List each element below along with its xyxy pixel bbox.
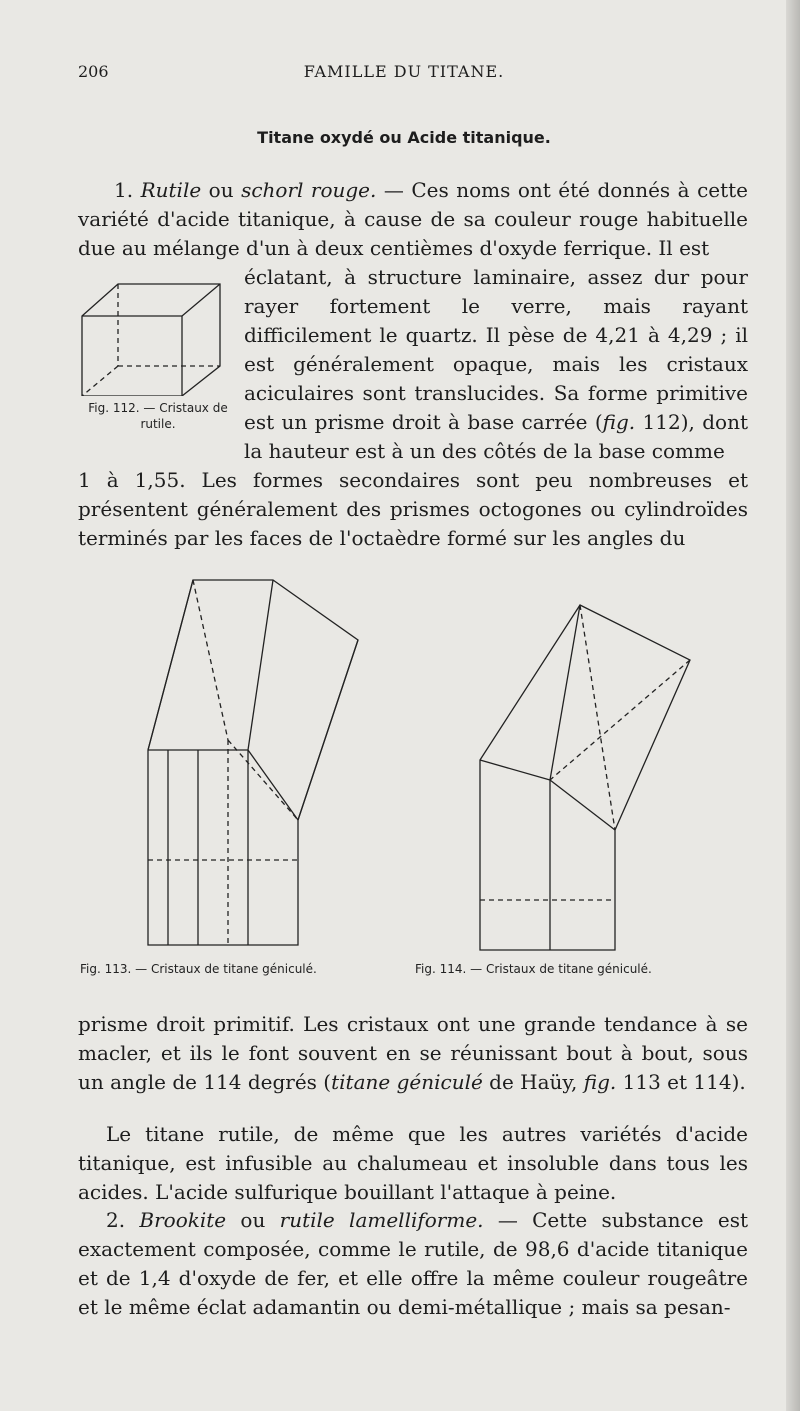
paragraph-number: 1. — [114, 178, 134, 202]
page-edge — [786, 0, 800, 1411]
paragraph-1-intro: 1. Rutile ou schorl rouge. — Ces noms ont été donnés à cette variété d'acide titanique, à cause de sa couleur rouge habituelle due au mélange d'un à deux centièmes d'oxyde ferrique. Il est — [78, 178, 749, 260]
page-number: 206 — [78, 62, 109, 81]
running-title: FAMILLE DU TITANE. — [303, 62, 505, 81]
figure-114 — [470, 600, 698, 959]
prism-drawing — [78, 276, 226, 396]
paragraph-1-side-text: éclatant, à structure laminaire, assez dur pour rayer fortement le verre, mais rayant difficilement le quartz. Il pèse de 4,21 à 4,29 ; il est généralement opaque, mais les cristaux aciculaires sont translucides. Sa forme primitive est un prisme droit à base carrée (fig. 112), dont la hauteur est à un des côtés de la base comme — [244, 265, 748, 463]
figure-113 — [128, 560, 368, 959]
paragraph-1-full-width: 1 à 1,55. Les formes secondaires sont peu nombreuses et présentent généralement des prismes octogones ou cylindroïdes terminés par les faces de l'octaèdre formé sur les angles du — [78, 468, 748, 550]
figure-112-caption: Fig. 112. — Cristaux de rutile. — [88, 401, 228, 431]
section-title: Titane oxydé ou Acide titanique. — [257, 128, 551, 147]
figure-112 — [78, 276, 226, 400]
mineral-alt-name: rutile lamelliforme. — [279, 1208, 484, 1232]
paragraph-3: 2. Brookite ou rutile lamelliforme. — Cette substance est exactement composée, comme le rutile, de 98,6 d'acide titanique et de 1,4 d'oxyde de fer, et elle offre la même couleur rougeâtre et le même éclat adamantin ou demi-métallique ; mais sa pesan- — [78, 1208, 748, 1319]
geniculated-crystal-drawing-1 — [128, 560, 368, 955]
figure-114-caption: Fig. 114. — Cristaux de titane géniculé. — [415, 962, 652, 976]
mineral-name: Rutile — [140, 178, 202, 202]
paragraph-2: Le titane rutile, de même que les autres variétés d'acide titanique, est infusible au chalumeau et insoluble dans tous les acides. L'acide sulfurique bouillant l'attaque à peine. — [78, 1122, 748, 1204]
paragraph-number: 2. — [106, 1208, 126, 1232]
figure-113-caption: Fig. 113. — Cristaux de titane géniculé. — [80, 962, 317, 976]
mineral-name: Brookite — [139, 1208, 227, 1232]
paragraph-1-continuation: prisme droit primitif. Les cristaux ont une grande tendance à se macler, et ils le font souvent en se réunissant bout à bout, sous un angle de 114 degrés (titane géniculé de Haüy, fig. 113 et 114). — [78, 1012, 748, 1094]
mineral-alt-name: schorl rouge. — [241, 178, 377, 202]
page-header — [78, 62, 730, 86]
geniculated-crystal-drawing-2 — [470, 600, 698, 955]
